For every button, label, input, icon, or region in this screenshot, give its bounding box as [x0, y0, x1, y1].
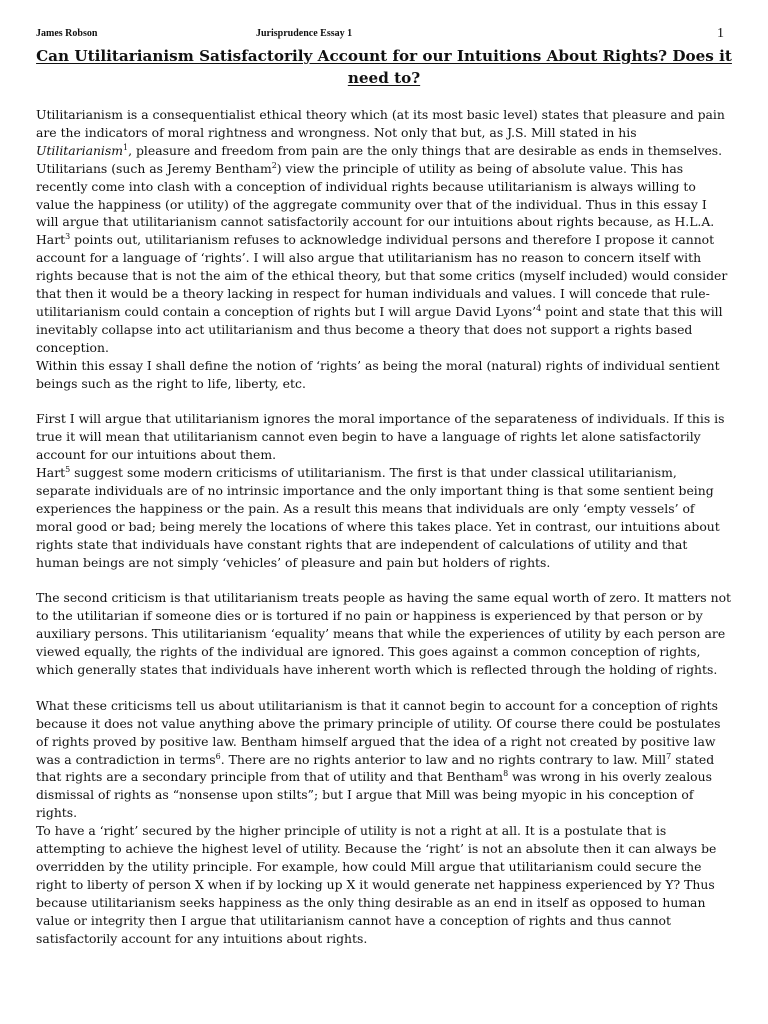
book-title: Utilitarianism	[36, 142, 124, 158]
footnote-ref[interactable]: 1	[123, 142, 129, 152]
footnote-ref[interactable]: 2	[271, 160, 277, 170]
footnote-ref[interactable]: 5	[65, 465, 71, 475]
running-header	[36, 26, 732, 42]
footnote-ref[interactable]: 3	[65, 232, 71, 242]
footnote-ref[interactable]: 8	[503, 769, 509, 779]
paragraph-right-postulate: To have a ‘right’ secured by the higher principle of utility is not a right at all. It is a postulate that is attempting to achieve the highest level of utility. Because the ‘right’ is not an absolute then it can always be overridden by the utility principle. For example, how could Mill argue that utilitarianism could secure the right to liberty of person X when if by locking up X it would generate net happiness experienced by Y? Thus because utilitarianism seeks happiness as the only thing desirable as an end in itself as opposed to human value or integrity then I argue that utilitarianism cannot have a conception of rights and thus cannot satisfactorily account for any intuitions about rights.	[36, 823, 717, 946]
author-name: James Robson	[36, 28, 98, 39]
essay-body	[36, 106, 732, 948]
paragraph-definition: Within this essay I shall define the notion of ‘rights’ as being the moral (natural) rights of individual sentient beings such as the right to life, liberty, etc.	[36, 357, 720, 391]
paragraph-first-argument: First I will argue that utilitarianism ignores the moral importance of the separateness of individuals. If this is true it will mean that utilitarianism cannot even begin to have a language of rights let alone satisfactorily account for our intuitions about them.	[36, 411, 725, 463]
footnote-ref[interactable]: 4	[536, 303, 542, 313]
course-title: Jurisprudence Essay 1	[256, 28, 353, 39]
page-number: 1	[717, 26, 724, 41]
paragraph-second-criticism: The second criticism is that utilitarianism treats people as having the same equal worth of zero. It matters not to the utilitarian if someone dies or is tortured if no pain or happiness is experienced by that person or by auxiliary persons. This utilitarianism ‘equality’ means that while the experiences of utility by each person are viewed equally, the rights of the individual are ignored. This goes against a common conception of rights, which generally states that individuals have inherent worth which is reflected through the holding of rights.	[36, 590, 732, 678]
footnote-ref[interactable]: 6	[215, 751, 221, 761]
essay-title: Can Utilitarianism Satisfactorily Account for our Intuitions About Rights? Does it need to?	[36, 47, 732, 87]
footnote-ref[interactable]: 7	[666, 751, 672, 761]
paragraph-hart-criticism: Hart$^5$ suggest some modern criticisms of utilitarianism. The first is that under classical utilitarianism, separate individuals are of no intrinsic importance and the only important thing is that some sentient being experiences the happiness or the pain. As a result this means that individuals are only ‘empty vessels’ of moral good or bad; being merely the locations of where this takes place. Yet in contrast, our intuitions about rights state that individuals have constant rights that are independent of calculations of utility and that human beings are not simply ‘vehicles’ of pleasure and pain but holders of rights.	[36, 465, 720, 570]
paragraph-conclusion-criticisms: What these criticisms tell us about utilitarianism is that it cannot begin to account for a conception of rights because it does not value anything above the primary principle of utility. Of course there could be postulates of rights proved by positive law. Bentham himself argued that the idea of a right not created by positive law was a contradiction in terms$^6$. There are no rights anterior to law and no rights contrary to law. Mill$^7$ stated that rights are a secondary principle from that of utility and that Bentham$^8$ was wrong in his overly zealous dismissal of rights as “nonsense upon stilts”; but I argue that Mill was being myopic in his conception of rights.	[36, 697, 721, 821]
paragraph-intro: Utilitarianism is a consequentialist ethical theory which (at its most basic level) states that pleasure and pain are the indicators of moral rightness and wrongness. Not only that but, as J.S. Mill stated in his Utilitarianism$^1$, pleasure and freedom from pain are the only things that are desirable as ends in themselves. Utilitarians (such as Jeremy Bentham$^2$) view the principle of utility as being of absolute value. This has recently come into clash with a conception of individual rights because utilitarianism is always willing to value the happiness (or utility) of the aggregate community over that of the individual. Thus in this essay I will argue that utilitarianism cannot satisfactorily account for our intuitions about rights because, as H.L.A. Hart$^3$ points out, utilitarianism refuses to acknowledge individual persons and therefore I propose it cannot account for a language of ‘rights’. I will also argue that utilitarianism has no reason to concern itself with rights because that is not the aim of the ethical theory, but that some critics (myself included) would consider that then it would be a theory lacking in respect for human individuals and values. I will concede that rule-utilitarianism could contain a conception of rights but I will argue David Lyons’$^4$ point and state that this will inevitably collapse into act utilitarianism and thus become a theory that does not support a rights based conception.	[36, 107, 728, 355]
